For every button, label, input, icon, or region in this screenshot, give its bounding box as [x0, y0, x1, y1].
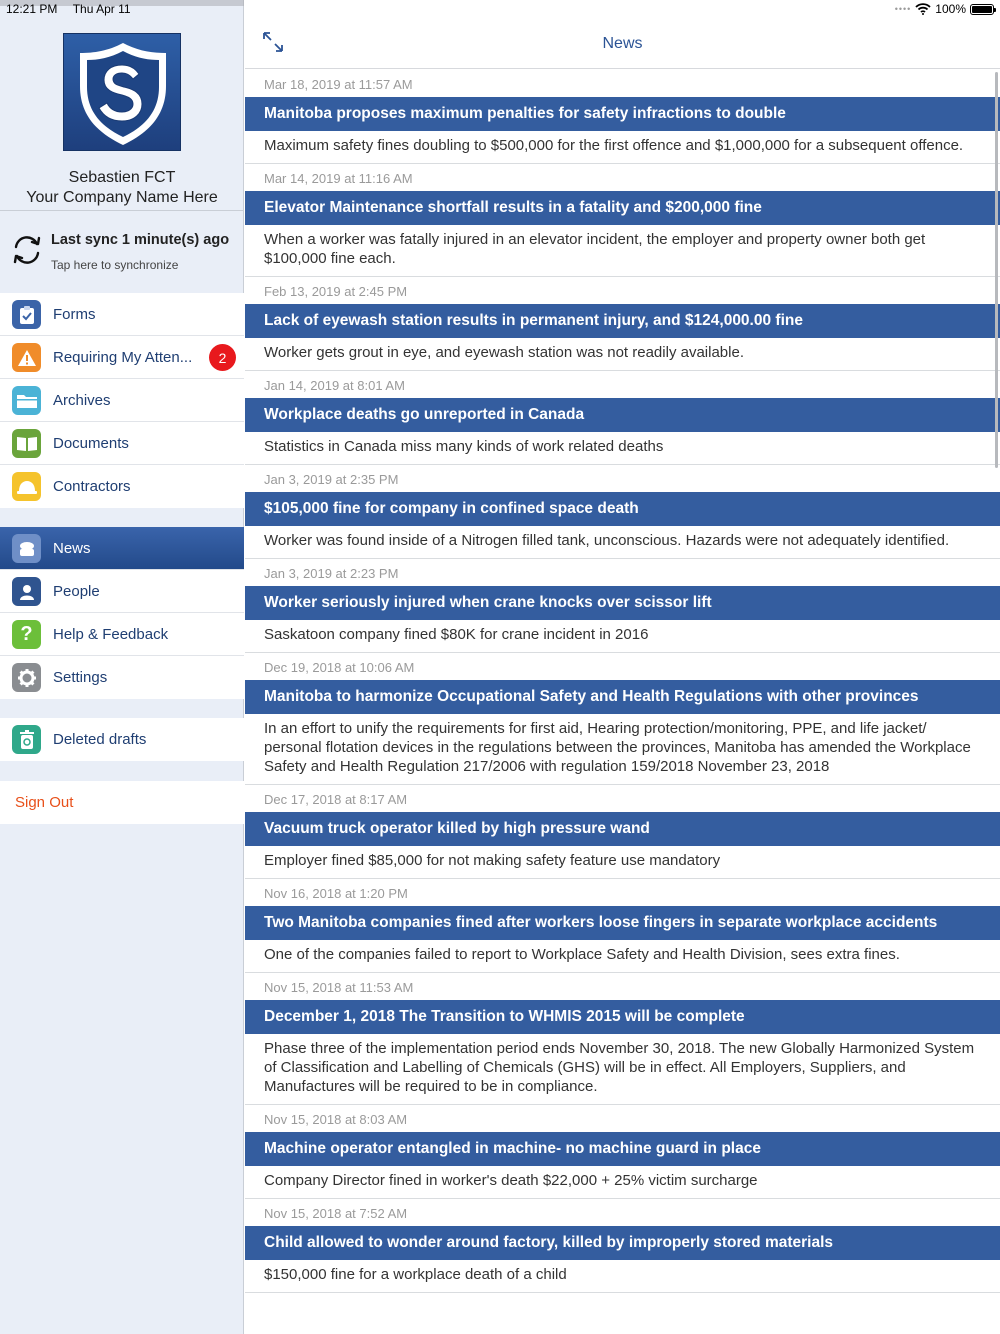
sidebar-item-label: Deleted drafts [53, 731, 147, 748]
status-bar-right [895, 2, 994, 16]
news-title[interactable]: Manitoba proposes maximum penalties for safety infractions to double [245, 97, 1000, 131]
news-item[interactable] [245, 1105, 1000, 1199]
news-date: Dec 19, 2018 at 10:06 AM [264, 660, 415, 675]
news-date: Nov 15, 2018 at 8:03 AM [264, 1112, 408, 1127]
sidebar [0, 0, 244, 1334]
sidebar-item-label: Contractors [53, 478, 131, 495]
news-date: Feb 13, 2019 at 2:45 PM [264, 284, 408, 299]
sidebar-item-label: Help & Feedback [53, 625, 169, 643]
sign-out-button[interactable] [0, 781, 244, 824]
news-date: Jan 3, 2019 at 2:23 PM [264, 566, 399, 581]
wifi-icon [915, 3, 931, 15]
sync-hint: Tap here to synchronize [51, 258, 179, 272]
news-date: Nov 15, 2018 at 11:53 AM [264, 980, 414, 995]
news-title[interactable]: Child allowed to wonder around factory, killed by improperly stored materials [245, 1226, 1000, 1260]
sign-out-label: Sign Out [15, 794, 74, 811]
news-date: Nov 15, 2018 at 7:52 AM [264, 1206, 408, 1221]
sidebar-item-label: People [53, 582, 100, 600]
sync-icon [10, 233, 44, 267]
news-item[interactable] [245, 70, 1000, 164]
sidebar-item-people[interactable] [0, 570, 244, 613]
news-panel [245, 0, 1000, 1334]
news-summary: $150,000 fine for a workplace death of a child [264, 1266, 567, 1283]
profile-company: Your Company Name Here [26, 189, 218, 206]
news-list [245, 70, 1000, 1293]
news-summary: When a worker was fatally injured in an elevator incident, the employer and property owner both get $100,000 fine each. [264, 231, 926, 267]
navigation-bar [245, 20, 1000, 69]
news-date: Jan 14, 2019 at 8:01 AM [264, 378, 405, 393]
news-title[interactable]: Worker seriously injured when crane knocks over scissor lift [245, 586, 1000, 620]
status-time: 12:21 PM [6, 2, 58, 16]
news-title[interactable]: Elevator Maintenance shortfall results in a fatality and $200,000 fine [245, 191, 1000, 225]
hardhat-icon [12, 472, 41, 501]
sidebar-item-label: Documents [53, 434, 129, 452]
warning-icon [12, 343, 41, 372]
company-logo [63, 33, 181, 151]
news-title[interactable]: December 1, 2018 The Transition to WHMIS 2015 will be complete [245, 1000, 1000, 1034]
scrollbar[interactable] [995, 72, 998, 468]
news-summary: Saskatoon company fined $80K for crane incident in 2016 [264, 626, 649, 643]
attention-count-badge: 2 [209, 344, 236, 371]
clipboard-icon [12, 300, 41, 329]
sidebar-item-settings[interactable] [0, 656, 244, 699]
news-summary: In an effort to unify the requirements for first aid, Hearing protection/monitoring, PPE, and life jacket/ personal flotation devices in the regulations between the provinces, Manitoba has amended the Workplace Safety and Health Regulation 217/2006 with regulation 159/2018 November 23, 2018 [264, 720, 971, 775]
signal-dots: •••• [894, 4, 912, 14]
news-item[interactable] [245, 879, 1000, 973]
book-icon [12, 429, 41, 458]
news-summary: Statistics in Canada miss many kinds of work related deaths [264, 438, 664, 455]
news-item[interactable] [245, 973, 1000, 1105]
news-item[interactable] [245, 1199, 1000, 1293]
news-title[interactable]: $105,000 fine for company in confined space death [245, 492, 1000, 526]
news-item[interactable] [245, 465, 1000, 559]
menu-group-secondary [0, 527, 244, 699]
sidebar-item-news[interactable] [0, 527, 244, 570]
folder-icon [12, 386, 41, 415]
sync-button[interactable] [0, 210, 244, 292]
sidebar-item-contractors[interactable] [0, 465, 244, 508]
news-item[interactable] [245, 371, 1000, 465]
news-summary: Company Director fined in worker's death $22,000 + 25% victim surcharge [264, 1172, 758, 1189]
news-date: Mar 18, 2019 at 11:57 AM [264, 77, 413, 92]
gear-icon [12, 663, 41, 692]
news-title[interactable]: Machine operator entangled in machine- no machine guard in place [245, 1132, 1000, 1166]
news-item[interactable] [245, 653, 1000, 785]
news-summary: Worker was found inside of a Nitrogen filled tank, unconscious. Hazards were not adequately identified. [264, 532, 950, 549]
profile-name: Sebastien FCT [68, 169, 176, 186]
menu-group-drafts [0, 718, 244, 761]
newspaper-icon [12, 534, 41, 563]
news-item[interactable] [245, 164, 1000, 277]
sidebar-item-forms[interactable] [0, 293, 244, 336]
news-date: Nov 16, 2018 at 1:20 PM [264, 886, 408, 901]
status-date: Thu Apr 11 [72, 2, 131, 16]
news-date: Mar 14, 2019 at 11:16 AM [264, 171, 413, 186]
battery-icon [970, 4, 994, 15]
menu-group-signout [0, 781, 244, 824]
person-icon [12, 577, 41, 606]
question-icon: ? [12, 620, 41, 649]
news-summary: Maximum safety fines doubling to $500,000 for the first offence and $1,000,000 for a subsequent offence. [264, 137, 964, 154]
recycle-icon [12, 725, 41, 754]
news-summary: Employer fined $85,000 for not making safety feature use mandatory [264, 852, 721, 869]
news-title[interactable]: Lack of eyewash station results in permanent injury, and $124,000.00 fine [245, 304, 1000, 338]
menu-group-main [0, 293, 244, 508]
sidebar-item-label: Requiring My Atten... [53, 348, 193, 366]
news-date: Jan 3, 2019 at 2:35 PM [264, 472, 399, 487]
news-summary: Phase three of the implementation period ends November 30, 2018. The new Globally Harmonized System of Classification and Labelling of Chemicals (GHS) will be in effect. All Employers, Suppliers, and Manufactures will be required to be in compliance. [264, 1040, 975, 1095]
sidebar-item-label: Forms [53, 305, 96, 323]
sync-status: Last sync 1 minute(s) ago [51, 232, 230, 248]
news-title[interactable]: Manitoba to harmonize Occupational Safety and Health Regulations with other provinces [245, 680, 1000, 714]
sidebar-item-deleted-drafts[interactable] [0, 718, 244, 761]
news-summary: One of the companies failed to report to Workplace Safety and Health Division, sees extra fines. [264, 946, 900, 963]
status-bar-left [6, 2, 131, 16]
sidebar-item-label: News [53, 539, 91, 557]
news-item[interactable] [245, 785, 1000, 879]
sidebar-item-label: Settings [53, 669, 108, 686]
news-item[interactable] [245, 277, 1000, 371]
news-summary: Worker gets grout in eye, and eyewash station was not readily available. [264, 344, 744, 361]
news-item[interactable] [245, 559, 1000, 653]
battery-percent: 100% [935, 2, 966, 16]
sidebar-item-archives[interactable] [0, 379, 244, 422]
news-title[interactable]: Workplace deaths go unreported in Canada [245, 398, 1000, 432]
sidebar-item-label: Archives [53, 391, 111, 409]
news-title[interactable]: Two Manitoba companies fined after workers loose fingers in separate workplace accidents [245, 906, 1000, 940]
page-title: News [602, 35, 643, 52]
sidebar-item-requiring-attention[interactable] [0, 336, 244, 379]
sidebar-item-documents[interactable] [0, 422, 244, 465]
sidebar-item-help-feedback[interactable] [0, 613, 244, 656]
news-title[interactable]: Vacuum truck operator killed by high pressure wand [245, 812, 1000, 846]
news-date: Dec 17, 2018 at 8:17 AM [264, 792, 408, 807]
shield-logo-icon [64, 34, 182, 152]
